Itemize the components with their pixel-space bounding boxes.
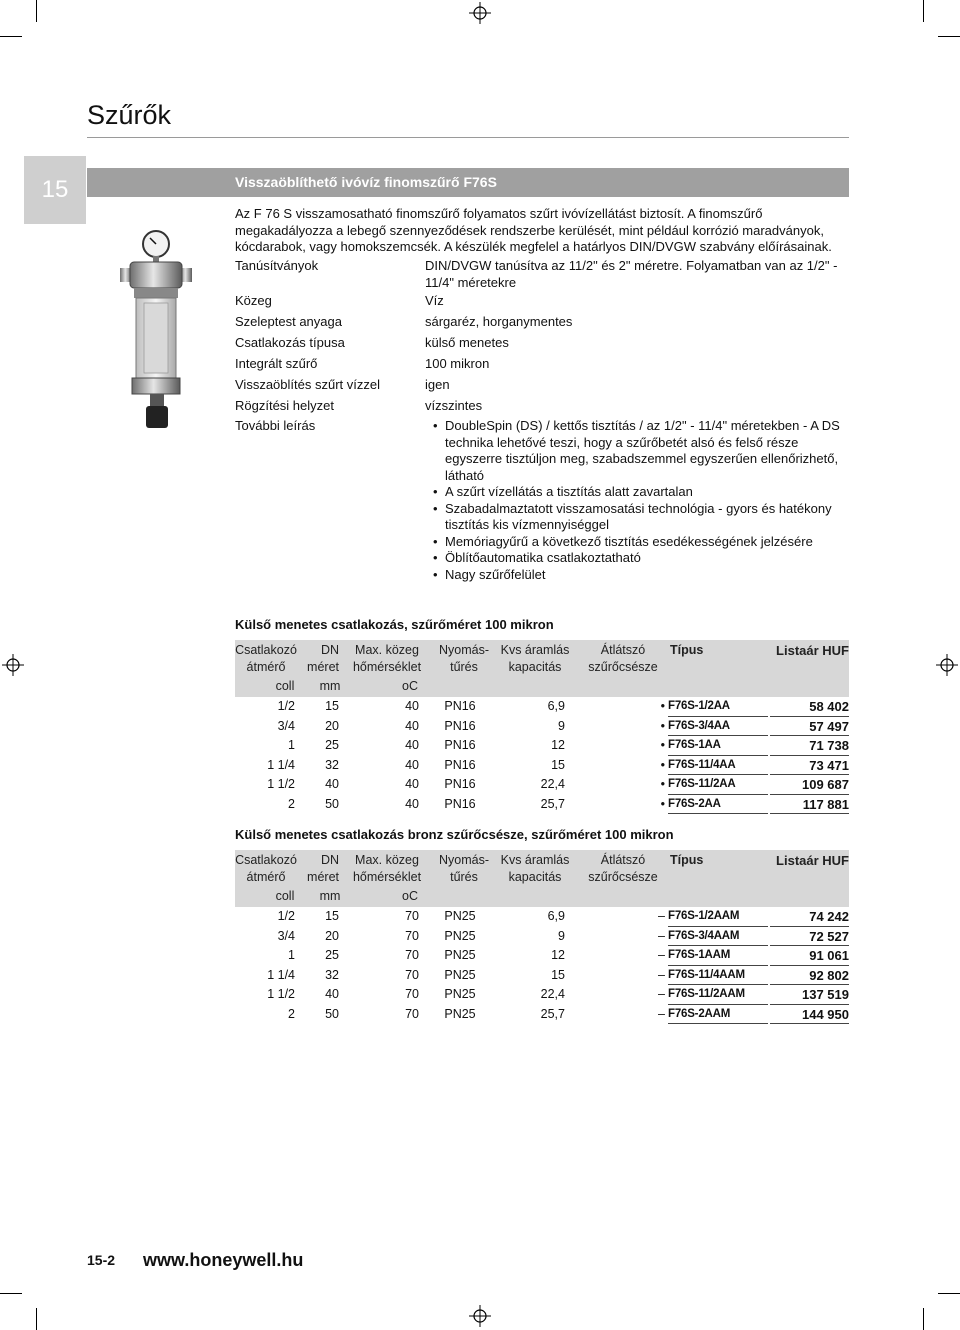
table-row: 1 1/4 32 70 PN25 15 – F76S-11/4AAM 92 802 [235,966,849,986]
registration-mark-icon [936,654,958,676]
bullet-glyph: • [433,566,438,582]
title-divider [87,137,849,138]
crop-mark [36,1308,37,1330]
registration-mark-icon [469,1305,491,1327]
website-link[interactable]: www.honeywell.hu [143,1250,304,1270]
chapter-tab: 15 [24,156,86,224]
col-head-price: Listaár HUF [776,643,849,658]
table-heading: Külső menetes csatlakozás, szűrőméret 100 mikron [235,617,554,632]
col-head-temperature: Max. közeg hőmérséklet [352,853,422,884]
spec-label-mounting: Rögzítési helyzet [235,398,334,413]
feature-list [425,418,845,583]
section-title: Visszaöblíthető ivóvíz finomszűrő F76S [235,174,497,190]
list-item: • Szabadalmaztatott visszamosatási technológia - gyors és hatékony tisztítás kis vízmennyiséggel [433,500,832,532]
list-item: • Memóriagyűrű a következő tisztítás esedékességének jelzésére [433,533,813,549]
intro-paragraph: Az F 76 S visszamosatható finomszűrő folyamatos szűrt ivóvízellátást biztosít. A finomszűrő megakadályozza a lebegő szennyeződések rendszerbe kerülését, mint például korrózió maradványok, kócdarabok, vagy homokszemcsék. A készülék megfelel a határlyos DIN/DVGW szabvány előírásainak. [235,206,832,254]
unit-dn: mm [319,889,341,903]
spec-value-medium: Víz [425,293,444,308]
table-row: 1/2 15 70 PN25 6,9 – F76S-1/2AAM 74 242 [235,907,849,927]
col-head-temperature: Max. közeg hőmérséklet [352,643,422,674]
bullet-glyph: • [433,418,438,433]
col-head-kvs: Kvs áramlás kapacitás [500,853,570,884]
list-item: • Nagy szűrőfelület [433,566,546,582]
table-row: 1 25 70 PN25 12 – F76S-1AAM 91 061 [235,946,849,966]
spec-label-integrated-filter: Integrált szűrő [235,356,318,371]
col-head-bowl: Átlátszó szűrőcsésze [588,643,658,674]
registration-mark-icon [2,654,24,676]
crop-mark [36,0,37,22]
table-row: 3/4 20 70 PN25 9 – F76S-3/4AAM 72 527 [235,927,849,947]
col-head-pressure: Nyomás- tűrés [438,853,489,884]
spec-label-medium: Közeg [235,293,272,308]
col-head-connection: Csatlakozó átmérő [235,643,297,674]
col-head-connection: Csatlakozó átmérő [235,853,297,884]
table-row: 2 50 40 PN16 25,7 • F76S-2AA 117 881 [235,795,849,815]
crop-mark [0,1293,22,1294]
crop-mark [923,0,924,22]
list-item: • Öblítőautomatika csatlakoztatható [433,550,641,565]
unit-connection: coll [275,679,295,693]
table-row: 3/4 20 40 PN16 9 • F76S-3/4AA 57 497 [235,717,849,737]
crop-mark [923,1308,924,1330]
col-head-bowl: Átlátszó szűrőcsésze [588,853,658,884]
page-number: 15-2 [87,1252,116,1268]
table-header [235,850,849,907]
spec-label-connection-type: Csatlakozás típusa [235,335,345,350]
bullet-glyph: • [433,500,438,516]
col-head-kvs: Kvs áramlás kapacitás [500,643,570,674]
table-row: 1/2 15 40 PN16 6,9 • F76S-1/2AA 58 402 [235,697,849,717]
table-row: 2 50 70 PN25 25,7 – F76S-2AAM 144 950 [235,1005,849,1025]
col-head-pressure: Nyomás- tűrés [438,643,489,674]
spec-label-description: További leírás [235,418,316,433]
col-head-dn: DN méret [307,853,339,884]
bullet-glyph: • [433,484,438,499]
unit-dn: mm [319,679,341,693]
spec-label-backwash: Visszaöblítés szűrt vízzel [235,377,380,392]
crop-mark [938,36,960,37]
crop-mark [0,36,22,37]
list-item: • DoubleSpin (DS) / kettős tisztítás / az 1/2" - 11/4" méretekben - A DS technika lehetővé teszi, hogy a szűrőbetét alsó és felső része egyszerre tisztúljon meg, szabadszemmel egyszerűen ellenőrizhető, látható [433,418,840,483]
table-row: 1 1/2 40 70 PN25 22,4 – F76S-11/2AAM 137 519 [235,985,849,1005]
registration-mark-icon [469,2,491,24]
unit-connection: coll [275,889,295,903]
table-row: 1 1/4 32 40 PN16 15 • F76S-11/4AA 73 471 [235,756,849,776]
table-row: 1 25 40 PN16 12 • F76S-1AA 71 738 [235,736,849,756]
bullet-glyph: • [433,550,438,565]
filter-product-image [98,218,198,438]
spec-value-mounting: vízszintes [425,398,483,413]
table-header [235,640,849,697]
unit-temperature: oC [402,889,418,903]
spec-value-backwash: igen [425,377,450,392]
bullet-glyph: • [433,533,438,549]
spec-value-integrated-filter: 100 mikron [425,356,490,371]
spec-label-certificates: Tanúsítványok [235,258,319,273]
crop-mark [938,1293,960,1294]
page-title: Szűrők [87,100,172,130]
col-head-type: Típus [670,853,704,867]
table-row: 1 1/2 40 40 PN16 22,4 • F76S-11/2AA 109 687 [235,775,849,795]
col-head-type: Típus [670,643,704,657]
col-head-price: Listaár HUF [776,853,849,868]
spec-value-connection-type: külső menetes [425,335,509,350]
table-heading: Külső menetes csatlakozás bronz szűrőcsésze, szűrőméret 100 mikron [235,827,674,842]
spec-value-certificates: DIN/DVGW tanúsítva az 11/2" és 2" méretre. Folyamatban van az 1/2" - 11/4" méretekre [425,258,838,290]
list-item: • A szűrt vízellátás a tisztítás alatt zavartalan [433,484,693,499]
col-head-dn: DN méret [307,643,339,674]
spec-value-body-material: sárgaréz, horganymentes [425,314,573,329]
unit-temperature: oC [402,679,418,693]
spec-label-body-material: Szeleptest anyaga [235,314,342,329]
